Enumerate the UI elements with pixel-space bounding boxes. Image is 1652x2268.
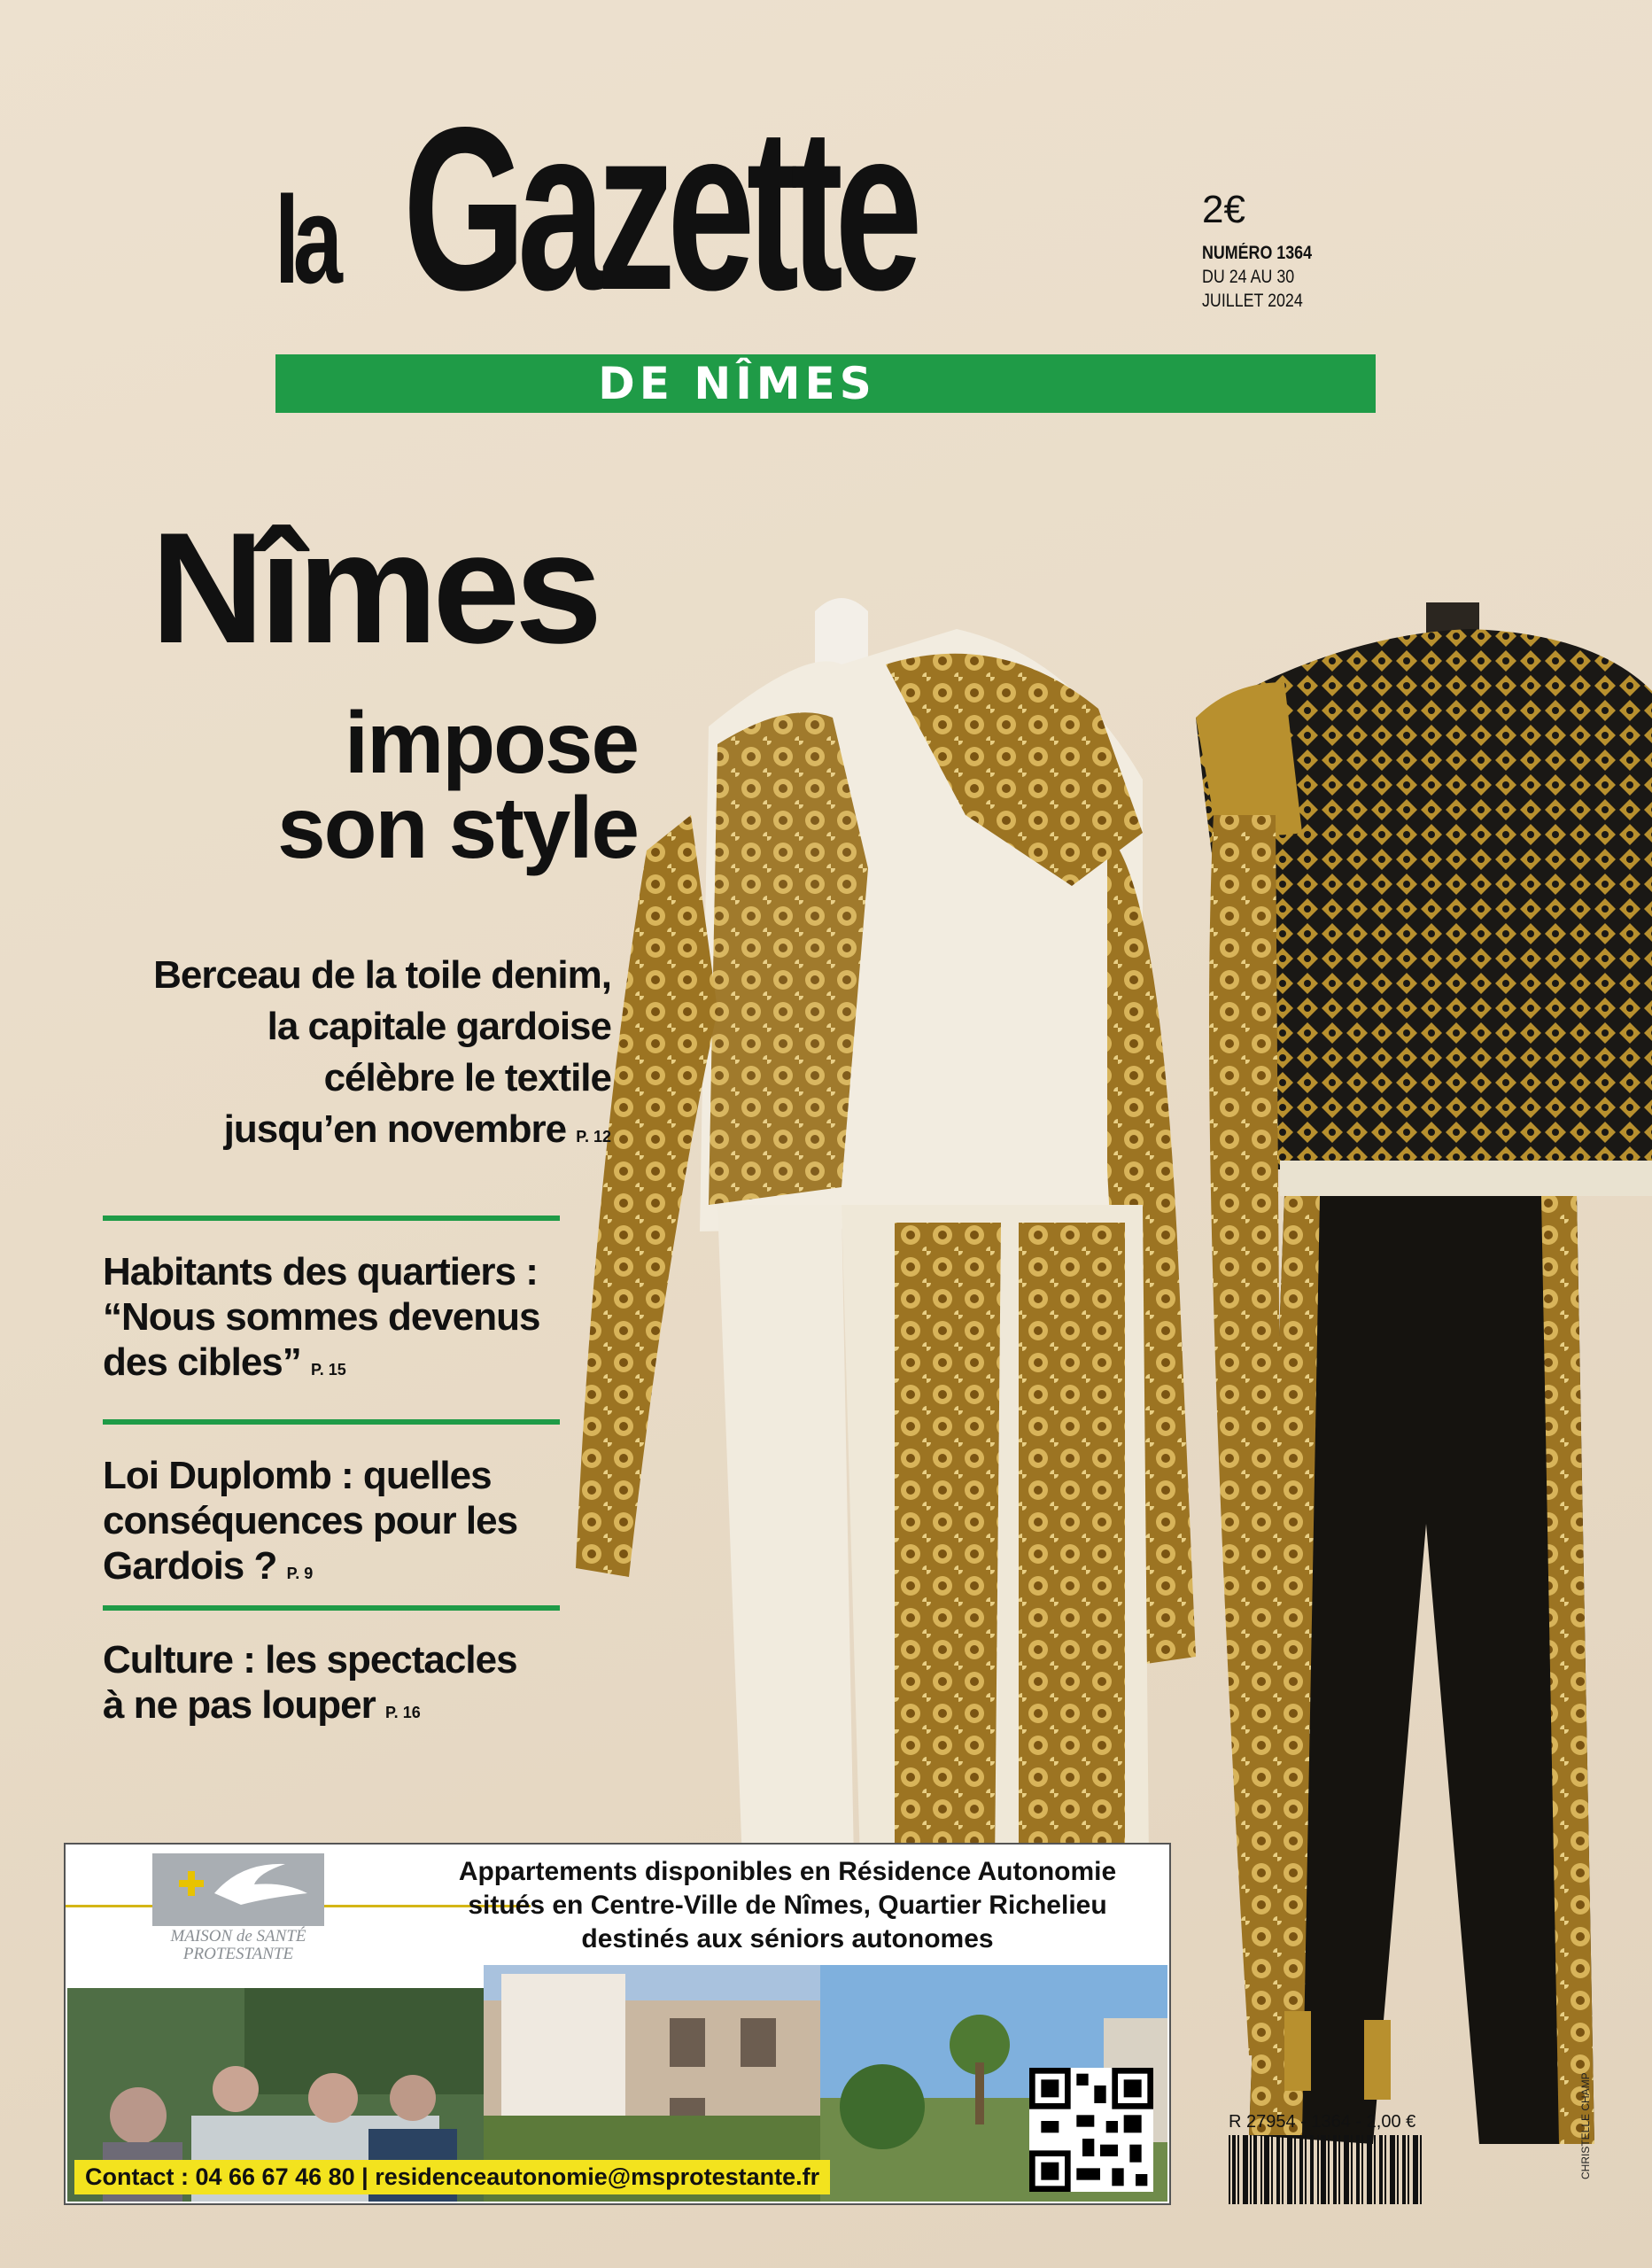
story-1-line-1: Habitants des quartiers : bbox=[103, 1250, 538, 1293]
dove-cross-icon bbox=[152, 1853, 324, 1926]
masthead-la: la bbox=[275, 170, 337, 309]
issue-dates-2: JUILLET 2024 bbox=[1202, 291, 1303, 311]
headline-lede bbox=[89, 950, 611, 1162]
story-2-line-3 bbox=[103, 1543, 599, 1596]
lede-line-4-text: jusqu’en novembre bbox=[223, 1107, 567, 1151]
lede-page-ref: P. 12 bbox=[576, 1128, 611, 1146]
headline-sub-1: impose bbox=[344, 694, 638, 791]
price: 2€ bbox=[1202, 188, 1245, 231]
advert-text bbox=[420, 1855, 1155, 1956]
qr-code-icon[interactable] bbox=[1029, 2068, 1153, 2192]
story-2[interactable] bbox=[103, 1453, 599, 1596]
issue-number: NUMÉRO 1364 bbox=[1202, 243, 1313, 263]
story-1-line-3-text: des cibles” bbox=[103, 1340, 301, 1384]
story-3[interactable] bbox=[103, 1637, 599, 1736]
photo-credit: CHRISTELLE CHAMP bbox=[1579, 2072, 1592, 2179]
advert-line-3: destinés aux séniors autonomes bbox=[581, 1924, 994, 1953]
green-rule bbox=[103, 1605, 560, 1611]
story-3-line-2-text: à ne pas louper bbox=[103, 1683, 376, 1727]
story-1-line-3 bbox=[103, 1340, 599, 1393]
green-rule bbox=[103, 1419, 560, 1425]
advert-box[interactable] bbox=[64, 1843, 1171, 2205]
story-3-line-1: Culture : les spectacles bbox=[103, 1638, 517, 1682]
logo-line-2: PROTESTANTE bbox=[182, 1945, 294, 1963]
product-code: R 27954 - 1364 - 2,00 € bbox=[1229, 2112, 1416, 2132]
advert-contact[interactable]: Contact : 04 66 67 46 80 | residenceautonomie@msprotestante.fr bbox=[74, 2160, 830, 2194]
maison-sante-name bbox=[152, 1928, 324, 1963]
story-3-page-ref: P. 16 bbox=[385, 1704, 421, 1721]
issue-info bbox=[1202, 241, 1312, 313]
headline-title: Nîmes bbox=[151, 500, 598, 676]
headline-sub-2: son style bbox=[277, 779, 638, 876]
masthead-gazette: Gazette bbox=[403, 79, 914, 338]
story-2-line-2: conséquences pour les bbox=[103, 1499, 518, 1542]
story-1-line-2: “Nous sommes devenus bbox=[103, 1295, 540, 1339]
black-costume bbox=[1196, 602, 1652, 2144]
lede-line-2: la capitale gardoise bbox=[267, 1005, 611, 1048]
barcode-icon bbox=[1229, 2135, 1423, 2204]
lede-line-3: célèbre le textile bbox=[323, 1056, 611, 1099]
headline-subtitle bbox=[168, 694, 638, 876]
story-1[interactable] bbox=[103, 1249, 599, 1393]
green-rule bbox=[103, 1216, 560, 1221]
story-1-page-ref: P. 15 bbox=[311, 1361, 346, 1379]
advert-line-2: situés en Centre-Ville de Nîmes, Quartier Richelieu bbox=[468, 1891, 1107, 1920]
logo-line-1: MAISON de SANTÉ bbox=[170, 1927, 306, 1946]
story-2-line-1: Loi Duplomb : quelles bbox=[103, 1454, 492, 1497]
lede-line-1: Berceau de la toile denim, bbox=[153, 953, 611, 997]
advert-line-1: Appartements disponibles en Résidence Autonomie bbox=[458, 1857, 1117, 1886]
maison-sante-logo bbox=[152, 1853, 324, 1926]
lede-line-4 bbox=[89, 1104, 611, 1162]
story-3-line-2 bbox=[103, 1682, 599, 1736]
story-2-page-ref: P. 9 bbox=[286, 1565, 314, 1582]
story-2-line-3-text: Gardois ? bbox=[103, 1544, 277, 1588]
issue-dates-1: DU 24 AU 30 bbox=[1202, 267, 1295, 287]
subtitle-band bbox=[275, 354, 1376, 413]
masthead-subtitle: DE NÎMES bbox=[598, 358, 876, 409]
